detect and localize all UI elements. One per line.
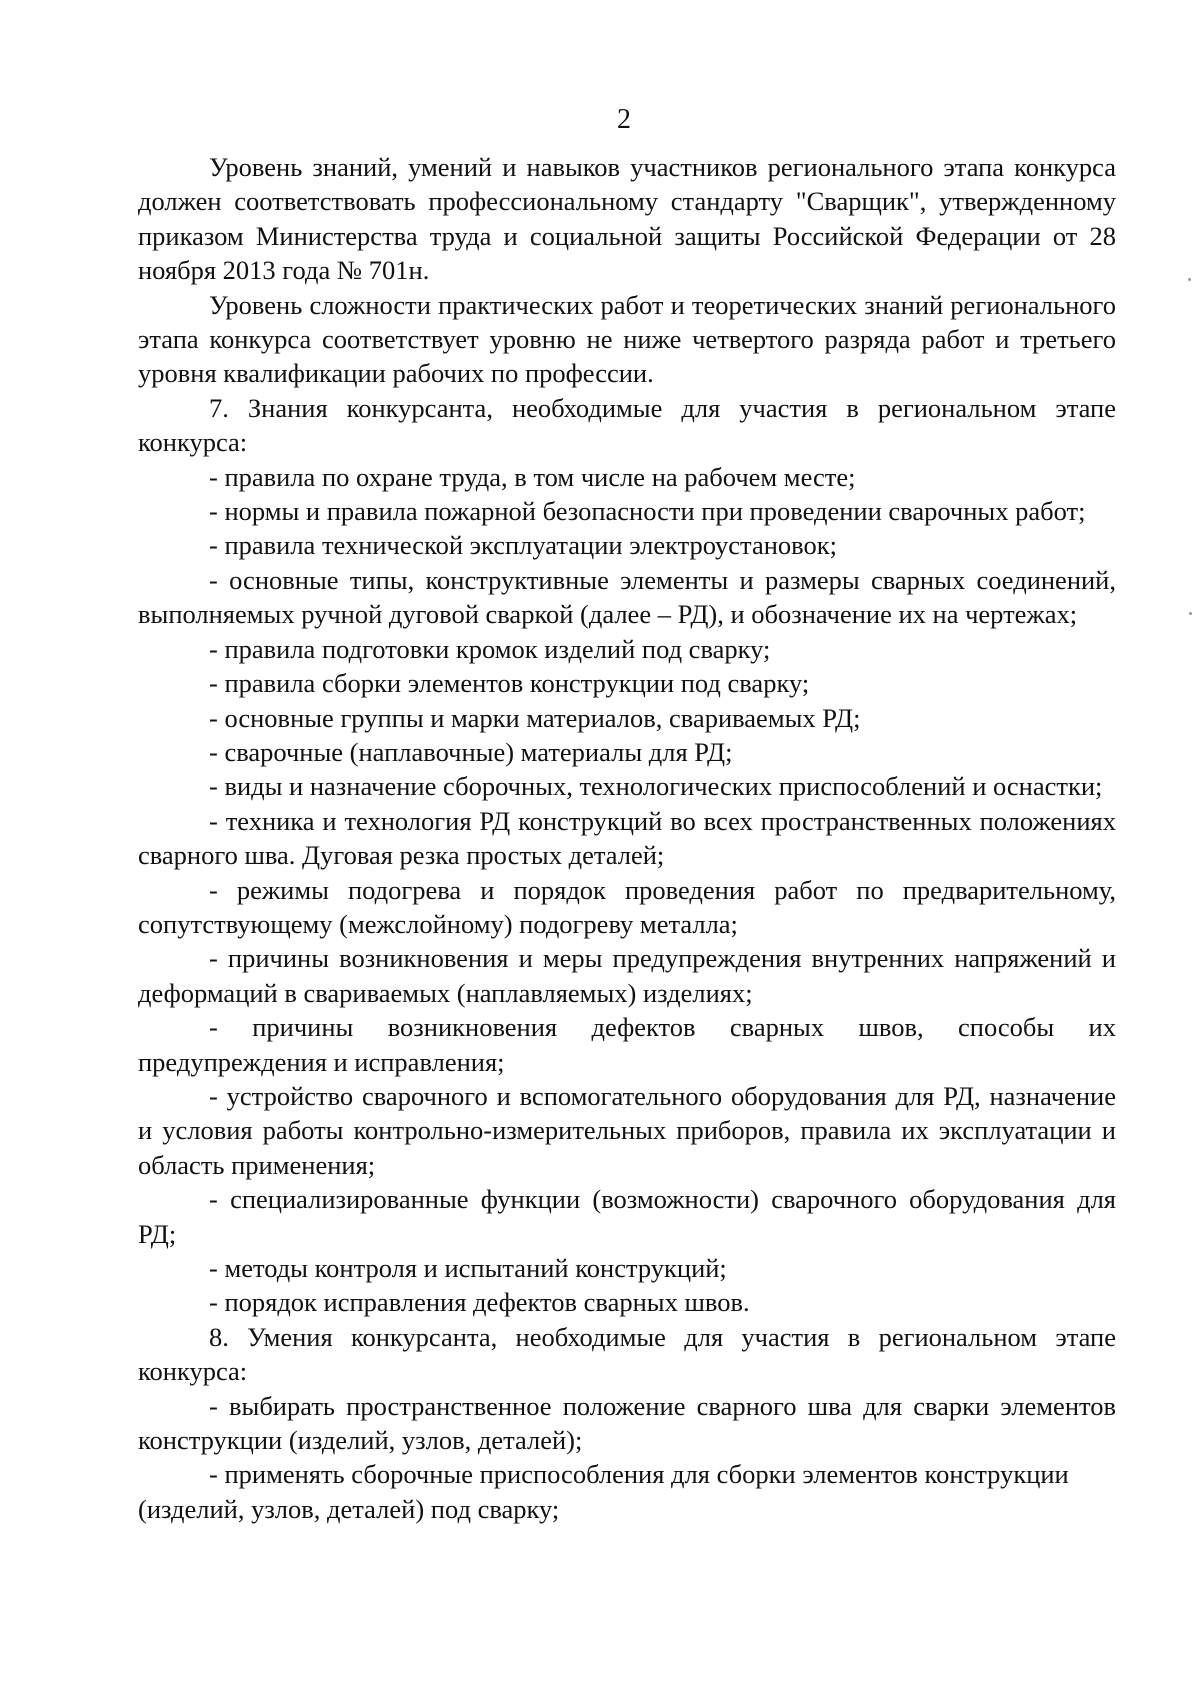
document-body — [138, 150, 1116, 1526]
list-item: - основные группы и марки материалов, свариваемых РД; — [209, 702, 861, 733]
list-item: - правила по охране труда, в том числе на рабочем месте; — [209, 461, 856, 492]
list-item: - методы контроля и испытаний конструкций; — [209, 1253, 727, 1283]
page-number: 2 — [617, 104, 631, 135]
list-item: - применять сборочные приспособления для сборки элементов конструкции (изделий, узлов, деталей) под сварку; — [138, 1459, 1069, 1524]
paragraph-standard-requirement: Уровень знаний, умений и навыков участников регионального этапа конкурса должен соответствовать профессиональному стандарту "Сварщик", утвержденному приказом Министерства труда и социальной защиты Российской Федерации от 28 ноября 2013 года № 701н. — [138, 152, 1116, 286]
section-heading-skills: 8. Умения конкурсанта, необходимые для участия в региональном этапе конкурса: — [138, 1321, 1116, 1387]
list-item: - выбирать пространственное положение сварного шва для сварки элементов конструкции (изделий, узлов, деталей); — [138, 1390, 1116, 1456]
scan-speck — [1188, 278, 1191, 281]
list-item: - виды и назначение сборочных, технологических приспособлений и оснастки; — [209, 771, 1103, 802]
list-item: - специализированные функции (возможности) сварочного оборудования для РД; — [138, 1184, 1116, 1249]
scan-speck — [1189, 612, 1192, 615]
paragraph-complexity-level: Уровень сложности практических работ и теоретических знаний регионального этапа конкурса соответствует уровню не ниже четвертого разряда работ и третьего уровня квалификации рабочих по профессии. — [138, 289, 1116, 389]
list-item: - причины возникновения дефектов сварных швов, способы их предупреждения и исправления; — [138, 1012, 1116, 1077]
list-item: - порядок исправления дефектов сварных швов. — [209, 1287, 750, 1318]
list-item: - основные типы, конструктивные элементы и размеры сварных соединений, выполняемых ручной дуговой сваркой (далее – РД), и обозначение их на чертежах; — [138, 564, 1116, 630]
section-heading-knowledge: 7. Знания конкурсанта, необходимые для участия в региональном этапе конкурса: — [138, 392, 1116, 458]
list-item: - сварочные (наплавочные) материалы для РД; — [209, 736, 733, 767]
list-item: - устройство сварочного и вспомогательного оборудования для РД, назначение и условия работы контрольно-измерительных приборов, правила их эксплуатации и область применения; — [138, 1080, 1116, 1180]
list-item: - правила подготовки кромок изделий под сварку; — [209, 633, 771, 664]
list-item: - причины возникновения и меры предупреждения внутренних напряжений и деформаций в свариваемых (наплавляемых) изделиях; — [138, 943, 1116, 1008]
list-item: - техника и технология РД конструкций во всех пространственных положениях сварного шва. Дуговая резка простых деталей; — [138, 805, 1116, 871]
list-item: - правила сборки элементов конструкции под сварку; — [209, 668, 810, 699]
list-item: - нормы и правила пожарной безопасности при проведении сварочных работ; — [209, 496, 1086, 527]
list-item: - правила технической эксплуатации электроустановок; — [209, 530, 837, 561]
list-item: - режимы подогрева и порядок проведения работ по предварительному, сопутствующему (межслойному) подогреву металла; — [138, 874, 1116, 939]
